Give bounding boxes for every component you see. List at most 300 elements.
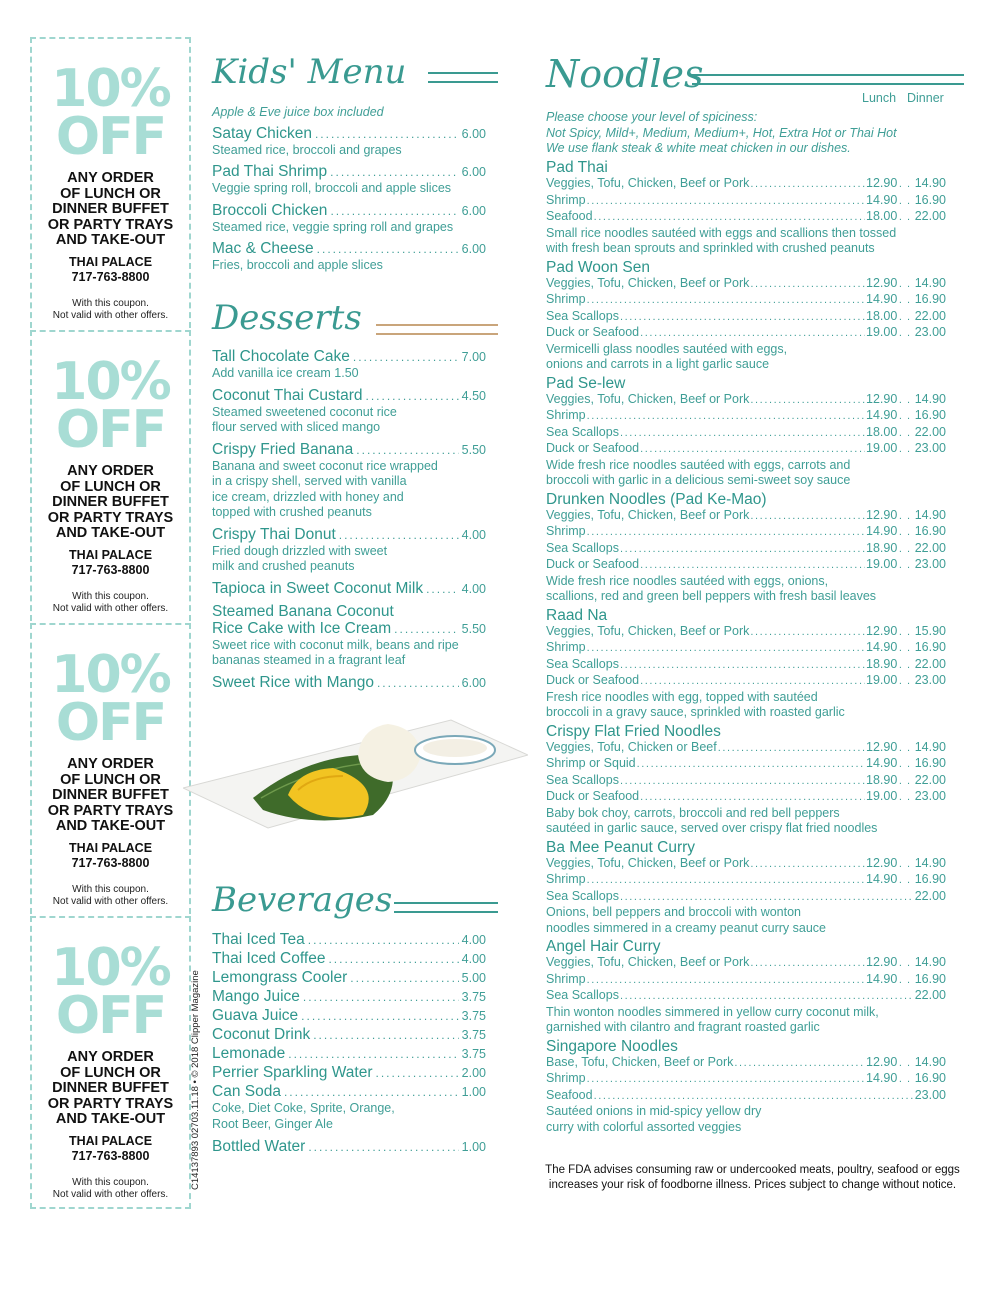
price-separator: . . bbox=[898, 758, 912, 770]
menu-item-name: Guava Juice bbox=[212, 1007, 299, 1024]
dot-leader bbox=[640, 558, 865, 574]
dot-leader bbox=[718, 741, 865, 757]
noodles-title: Noodles bbox=[546, 52, 704, 96]
menu-item-name: Tall Chocolate Cake bbox=[212, 348, 350, 365]
price-separator: . . bbox=[898, 277, 912, 290]
coupon-offer-text bbox=[32, 1050, 189, 1128]
beverages-section bbox=[212, 931, 486, 1157]
protein-option: Veggies, Tofu, Chicken, Beef or Pork bbox=[546, 176, 750, 190]
menu-item-price: 5.00 bbox=[461, 971, 486, 985]
coupon-offer-line: OF LUNCH OR bbox=[60, 478, 161, 495]
price-row bbox=[546, 773, 946, 790]
price-separator: . . bbox=[898, 410, 912, 422]
beverage-item bbox=[212, 1064, 486, 1082]
dot-leader bbox=[620, 310, 865, 326]
price-row bbox=[546, 1055, 946, 1072]
dinner-price: 14.90 bbox=[914, 1054, 946, 1069]
price-separator: . . bbox=[898, 211, 912, 223]
price-row bbox=[546, 209, 946, 226]
dot-leader bbox=[750, 509, 865, 525]
price-row bbox=[546, 1088, 946, 1105]
dot-leader bbox=[587, 873, 865, 889]
dinner-price: 23.00 bbox=[914, 325, 946, 339]
dot-leader bbox=[301, 1007, 458, 1025]
noodle-dish-description: Onions, bell peppers and broccoli with wonton noodles simmered in a creamy peanut curry sauce bbox=[546, 905, 826, 935]
noodle-dish-name: Raad Na bbox=[546, 606, 608, 624]
dot-leader bbox=[288, 1045, 458, 1063]
noodle-dish bbox=[546, 607, 946, 721]
dot-leader bbox=[366, 387, 459, 405]
price-separator: . . bbox=[898, 973, 912, 986]
price-row bbox=[546, 955, 946, 972]
dot-leader bbox=[640, 442, 865, 458]
coupon-offer-line: AND TAKE-OUT bbox=[55, 818, 166, 834]
dinner-price: 14.90 bbox=[914, 275, 946, 290]
coupon-offer-line: ANY ORDER bbox=[67, 463, 154, 479]
dot-leader bbox=[750, 857, 865, 873]
dinner-price: 16.90 bbox=[914, 971, 946, 986]
menu-item-description: Fried dough drizzled with sweet milk and crushed peanuts bbox=[212, 543, 388, 573]
menu-item-name: Crispy Thai Donut bbox=[212, 525, 336, 543]
menu-item-name-price bbox=[212, 580, 486, 598]
beverage-item bbox=[212, 1026, 486, 1044]
dinner-price: 16.90 bbox=[914, 192, 946, 207]
lunch-price: 12.90 bbox=[866, 176, 898, 190]
dot-leader bbox=[308, 931, 459, 949]
menu-item-description: Steamed rice, veggie spring roll and grapes bbox=[212, 219, 454, 234]
lunch-price: 12.90 bbox=[866, 739, 898, 754]
menu-item-name: Coconut Thai Custard bbox=[212, 386, 363, 404]
lunch-price: 14.90 bbox=[866, 1071, 898, 1085]
dinner-price: 22.00 bbox=[914, 424, 946, 439]
dinner-price: 22.00 bbox=[914, 772, 946, 787]
menu-item-name-price bbox=[212, 240, 486, 258]
protein-option: Duck or Seafood bbox=[546, 673, 640, 687]
coupon-fine-print bbox=[32, 591, 189, 615]
menu-item-name: Perrier Sparkling Water bbox=[212, 1064, 373, 1081]
dinner-price: 16.90 bbox=[914, 872, 946, 886]
dot-leader bbox=[750, 177, 865, 193]
noodle-dish-description: Thin wonton noodles simmered in yellow curry coconut milk, garnished with cilantro and fragrant roasted garlic bbox=[546, 1004, 879, 1034]
price-row bbox=[546, 541, 946, 558]
coupon-fine-line: With this coupon. bbox=[72, 883, 149, 895]
dessert-item bbox=[212, 348, 486, 382]
lunch-price: 12.90 bbox=[866, 391, 898, 406]
dot-leader bbox=[620, 890, 913, 906]
kids-menu-item bbox=[212, 163, 486, 197]
lunch-price: 14.90 bbox=[866, 408, 898, 422]
menu-item-name-price bbox=[212, 1083, 486, 1101]
noodle-dish bbox=[546, 723, 946, 837]
price-row bbox=[546, 740, 946, 757]
noodles-section bbox=[546, 159, 946, 1137]
noodle-dish bbox=[546, 491, 946, 605]
price-separator: . . bbox=[898, 957, 912, 969]
dot-leader bbox=[317, 240, 459, 258]
menu-item-name-price bbox=[212, 387, 486, 405]
dot-leader bbox=[394, 620, 458, 638]
dot-leader bbox=[308, 1138, 458, 1156]
menu-item-price: 7.00 bbox=[461, 350, 486, 364]
menu-item-name: Mac & Cheese bbox=[212, 240, 314, 257]
dot-leader bbox=[587, 973, 865, 989]
menu-item-price: 2.00 bbox=[461, 1066, 486, 1080]
dinner-price: 16.90 bbox=[914, 408, 946, 422]
price-separator: . . bbox=[898, 194, 912, 207]
dot-leader bbox=[620, 989, 913, 1005]
dessert-item bbox=[212, 580, 486, 598]
protein-option: Base, Tofu, Chicken, Beef or Pork bbox=[546, 1054, 734, 1069]
coupon-fine-print bbox=[32, 1177, 189, 1201]
menu-item-description: Add vanilla ice cream 1.50 bbox=[212, 366, 359, 380]
menu-item-description: Steamed sweetened coconut rice flour served with sliced mango bbox=[212, 404, 397, 434]
price-separator: . . bbox=[898, 509, 912, 522]
sweet-rice-mango-photo bbox=[183, 710, 528, 830]
kids-menu-rule bbox=[428, 72, 498, 83]
dot-leader bbox=[284, 1083, 459, 1101]
dot-leader bbox=[620, 774, 865, 790]
dot-leader bbox=[594, 1089, 913, 1105]
protein-option: Sea Scallops bbox=[546, 888, 619, 903]
dessert-item bbox=[212, 674, 486, 692]
menu-item-price: 3.75 bbox=[461, 1047, 486, 1061]
dot-leader bbox=[587, 525, 865, 541]
noodle-dish-description: Wide fresh rice noodles sautéed with eggs, onions, scallions, red and green bell peppers with fresh basil leaves bbox=[546, 573, 877, 603]
lunch-price: 12.90 bbox=[866, 855, 898, 870]
beverage-item bbox=[212, 931, 486, 949]
noodle-dish-name: Pad Thai bbox=[546, 159, 608, 176]
dot-leader bbox=[426, 580, 459, 598]
price-row bbox=[546, 856, 946, 873]
menu-item-description: Fries, broccoli and apple slices bbox=[212, 258, 383, 272]
coupon-offer-line: AND TAKE-OUT bbox=[55, 525, 166, 541]
menu-item-name-price bbox=[212, 969, 486, 987]
price-row bbox=[546, 1071, 946, 1088]
lunch-price: 19.00 bbox=[866, 789, 898, 803]
dot-leader bbox=[339, 526, 459, 544]
price-separator: . . bbox=[898, 327, 912, 339]
dot-leader bbox=[587, 1072, 865, 1088]
coupon-offer-line: ANY ORDER bbox=[67, 170, 154, 186]
price-separator: . . bbox=[898, 526, 912, 538]
menu-item-price: 5.50 bbox=[461, 442, 486, 457]
menu-item-description: Coke, Diet Coke, Sprite, Orange, Root Beer, Ginger Ale bbox=[212, 1101, 395, 1131]
noodles-rule bbox=[692, 74, 964, 85]
price-separator: . . bbox=[898, 857, 912, 870]
noodles-intro: Please choose your level of spiciness: Not Spicy, Mild+, Medium, Medium+, Hot, Extra Hot or Thai Hot We use flank steak & white meat chicken in our dishes. bbox=[546, 110, 897, 155]
price-row bbox=[546, 176, 946, 193]
menu-item-name-price bbox=[212, 1007, 486, 1025]
menu-item-name-price bbox=[212, 674, 486, 692]
menu-item-name: Crispy Fried Banana bbox=[212, 440, 354, 458]
coupon-offer-line: OF LUNCH OR bbox=[60, 771, 161, 788]
lunch-price: 19.00 bbox=[866, 557, 898, 571]
menu-item-price: 4.00 bbox=[461, 952, 486, 966]
menu-item-name: Tapioca in Sweet Coconut Milk bbox=[212, 579, 424, 597]
lunch-price: 14.90 bbox=[866, 292, 898, 306]
coupon-fine-line: With this coupon. bbox=[72, 297, 149, 309]
price-separator: . . bbox=[898, 874, 912, 886]
beverage-item bbox=[212, 1138, 486, 1156]
dot-leader bbox=[620, 542, 865, 558]
menu-item-name-price bbox=[212, 163, 486, 181]
lunch-price: 18.90 bbox=[866, 656, 898, 671]
dinner-price: 22.00 bbox=[914, 988, 946, 1002]
dessert-item bbox=[212, 441, 486, 521]
dinner-price: 14.90 bbox=[914, 955, 946, 969]
noodle-dish bbox=[546, 839, 946, 937]
noodle-dish-name: Ba Mee Peanut Curry bbox=[546, 838, 696, 856]
menu-item-price: 6.00 bbox=[461, 203, 486, 218]
protein-option: Shrimp bbox=[546, 408, 586, 422]
coupon-offer-line: AND TAKE-OUT bbox=[55, 1111, 166, 1127]
coupon-percent: 10% bbox=[51, 938, 170, 998]
price-row bbox=[546, 640, 946, 657]
protein-option: Sea Scallops bbox=[546, 772, 619, 787]
protein-option: Seafood bbox=[546, 209, 593, 223]
price-row bbox=[546, 292, 946, 309]
menu-item-price: 6.00 bbox=[461, 126, 486, 141]
coupon-offer-line: OF LUNCH OR bbox=[60, 1064, 161, 1081]
noodle-dish-name: Crispy Flat Fried Noodles bbox=[546, 722, 721, 740]
dot-leader bbox=[637, 757, 865, 773]
coupon-percent: 10% bbox=[51, 352, 170, 412]
lunch-price: 12.90 bbox=[866, 507, 898, 522]
noodle-dish bbox=[546, 938, 946, 1036]
menu-item-price: 4.50 bbox=[461, 388, 486, 403]
dot-leader bbox=[587, 293, 865, 309]
menu-item-name: Lemongrass Cooler bbox=[212, 969, 348, 986]
lunch-price: 18.00 bbox=[866, 424, 898, 439]
dot-leader bbox=[587, 194, 865, 210]
protein-option: Duck or Seafood bbox=[546, 441, 640, 455]
price-separator: . . bbox=[898, 774, 912, 787]
dot-leader bbox=[353, 348, 459, 366]
noodle-dish-name: Pad Woon Sen bbox=[546, 258, 650, 276]
protein-option: Sea Scallops bbox=[546, 540, 619, 555]
menu-item-description: Steamed rice, broccoli and grapes bbox=[212, 142, 402, 157]
dot-leader bbox=[313, 1026, 458, 1044]
coupon-offer-text bbox=[32, 171, 189, 249]
lunch-price: 14.90 bbox=[866, 971, 898, 986]
dinner-price: 16.90 bbox=[914, 756, 946, 770]
price-row bbox=[546, 392, 946, 409]
price-row bbox=[546, 988, 946, 1005]
protein-option: Sea Scallops bbox=[546, 308, 619, 323]
menu-item-price: 3.75 bbox=[461, 990, 486, 1004]
protein-option: Veggies, Tofu, Chicken or Beef bbox=[546, 739, 717, 754]
menu-item-name: Broccoli Chicken bbox=[212, 201, 328, 219]
lunch-price: 12.90 bbox=[866, 623, 898, 638]
noodle-dish bbox=[546, 375, 946, 489]
coupon-fine-print bbox=[32, 884, 189, 908]
price-row bbox=[546, 624, 946, 641]
coupon-offer-line: DINNER BUFFET bbox=[52, 1080, 169, 1096]
price-row bbox=[546, 972, 946, 989]
menu-item-name-price bbox=[212, 1064, 486, 1082]
dinner-price: 22.00 bbox=[914, 540, 946, 555]
protein-option: Duck or Seafood bbox=[546, 325, 640, 339]
dinner-price: 23.00 bbox=[914, 441, 946, 455]
menu-item-name: Lemonade bbox=[212, 1045, 286, 1062]
menu-item-name: Coconut Drink bbox=[212, 1026, 311, 1043]
dinner-price: 16.90 bbox=[914, 640, 946, 654]
noodle-dish-name: Drunken Noodles (Pad Ke-Mao) bbox=[546, 490, 767, 508]
dinner-price: 23.00 bbox=[914, 1087, 946, 1102]
menu-item-price: 6.00 bbox=[461, 165, 486, 179]
price-row bbox=[546, 325, 946, 342]
protein-option: Veggies, Tofu, Chicken, Beef or Pork bbox=[546, 391, 750, 406]
menu-item-name-price bbox=[212, 441, 486, 459]
menu-item-price: 1.00 bbox=[461, 1085, 486, 1099]
coupon-fine-line: Not valid with other offers. bbox=[52, 309, 169, 321]
menu-item-description: Veggie spring roll, broccoli and apple slices bbox=[212, 181, 452, 195]
lunch-price: 14.90 bbox=[866, 524, 898, 538]
beverage-item bbox=[212, 988, 486, 1006]
dessert-item bbox=[212, 387, 486, 436]
noodle-dish-description: Vermicelli glass noodles sautéed with eggs, onions and carrots in a light garlic sauce bbox=[546, 341, 788, 371]
coupon-offer-text bbox=[32, 757, 189, 835]
coupon-off: OFF bbox=[55, 986, 166, 1046]
beverage-item bbox=[212, 1083, 486, 1132]
noodle-dish-description: Fresh rice noodles with egg, topped with sautéed broccoli in a gravy sauce, sprinkled with roasted garlic bbox=[546, 689, 845, 719]
protein-option: Veggies, Tofu, Chicken, Beef or Pork bbox=[546, 275, 750, 290]
price-separator: . . bbox=[898, 542, 912, 555]
lunch-price: 19.00 bbox=[866, 441, 898, 455]
price-separator: . . bbox=[898, 393, 912, 406]
protein-option: Sea Scallops bbox=[546, 656, 619, 671]
menu-item-name-price bbox=[212, 348, 486, 366]
protein-option: Duck or Seafood bbox=[546, 789, 640, 803]
dot-leader bbox=[750, 277, 865, 293]
dinner-price: 23.00 bbox=[914, 557, 946, 571]
dot-leader bbox=[587, 641, 865, 657]
dot-leader bbox=[734, 1056, 865, 1072]
menu-item-name: Mango Juice bbox=[212, 988, 300, 1005]
protein-option: Shrimp bbox=[546, 872, 586, 886]
menu-item-name: Thai Iced Tea bbox=[212, 931, 305, 948]
beverage-item bbox=[212, 1045, 486, 1063]
protein-option: Seafood bbox=[546, 1087, 593, 1102]
menu-item-price: 4.00 bbox=[461, 581, 486, 596]
lunch-price: 18.90 bbox=[866, 540, 898, 555]
coupon-phone: 717-763-8800 bbox=[71, 563, 150, 577]
coupon-offer-line: OR PARTY TRAYS bbox=[47, 1095, 174, 1112]
menu-item-name: Can Soda bbox=[212, 1083, 281, 1100]
protein-option: Veggies, Tofu, Chicken, Beef or Pork bbox=[546, 855, 750, 870]
dot-leader bbox=[587, 409, 865, 425]
coupon-off: OFF bbox=[55, 107, 166, 167]
coupon-off: OFF bbox=[55, 400, 166, 460]
dot-leader bbox=[750, 956, 865, 972]
lunch-price: 18.90 bbox=[866, 772, 898, 787]
dot-leader bbox=[640, 674, 865, 690]
price-separator: . . bbox=[898, 443, 912, 455]
dot-leader bbox=[640, 790, 865, 806]
coupon-card bbox=[30, 37, 191, 328]
protein-option: Sea Scallops bbox=[546, 424, 619, 439]
beverage-item bbox=[212, 950, 486, 968]
dinner-price: 16.90 bbox=[914, 524, 946, 538]
kids-menu-title: Kids' Menu bbox=[212, 52, 407, 92]
dot-leader bbox=[750, 393, 865, 409]
price-separator: . . bbox=[898, 1073, 912, 1085]
dessert-item bbox=[212, 603, 486, 669]
menu-item-name: Pad Thai Shrimp bbox=[212, 163, 328, 180]
price-separator: . . bbox=[898, 791, 912, 803]
noodle-dish-description: Sautéed onions in mid-spicy yellow dry curry with colorful assorted veggies bbox=[546, 1104, 762, 1134]
fda-notice: The FDA advises consuming raw or undercooked meats, poultry, seafood or eggs increases your risk of foodborne illness. Prices subject to change without notice. bbox=[545, 1164, 960, 1191]
coupon-restaurant: THAI PALACE bbox=[68, 1133, 153, 1148]
noodle-dish-description: Baby bok choy, carrots, broccoli and red bell peppers sautéed in garlic sauce, served over crispy flat fried noodles bbox=[546, 805, 878, 835]
dinner-price: 15.90 bbox=[914, 623, 946, 638]
beverages-rule bbox=[394, 902, 498, 913]
price-separator: . . bbox=[898, 675, 912, 687]
price-row bbox=[546, 557, 946, 574]
dinner-price: 14.90 bbox=[914, 176, 946, 190]
coupon-card bbox=[30, 330, 191, 621]
menu-item-name-price bbox=[212, 931, 486, 949]
noodle-dish-name: Pad Se-lew bbox=[546, 374, 626, 392]
coupon-card bbox=[30, 916, 191, 1209]
menu-item-name-price bbox=[212, 1138, 486, 1156]
noodle-dish-description: Wide fresh rice noodles sautéed with eggs, carrots and broccoli with garlic in a delicious semi-sweet soy sauce bbox=[546, 457, 851, 487]
menu-item-price: 3.75 bbox=[461, 1028, 486, 1042]
lunch-price: 19.00 bbox=[866, 325, 898, 339]
coupon-fine-line: With this coupon. bbox=[72, 1176, 149, 1188]
kids-menu-section bbox=[212, 105, 486, 279]
coupon-restaurant: THAI PALACE bbox=[68, 547, 153, 562]
coupon-offer-line: DINNER BUFFET bbox=[52, 787, 169, 803]
coupon-offer-line: DINNER BUFFET bbox=[52, 494, 169, 510]
lunch-price: 14.90 bbox=[866, 872, 898, 886]
protein-option: Sea Scallops bbox=[546, 988, 619, 1002]
dot-leader bbox=[328, 950, 458, 968]
menu-item-name: Bottled Water bbox=[212, 1138, 306, 1155]
protein-option: Shrimp bbox=[546, 1071, 586, 1085]
coupon-fine-line: Not valid with other offers. bbox=[52, 895, 169, 907]
menu-item-name-price bbox=[212, 1026, 486, 1044]
coupon-offer-line: DINNER BUFFET bbox=[52, 201, 169, 217]
price-row bbox=[546, 508, 946, 525]
price-row bbox=[546, 408, 946, 425]
coupon-restaurant: THAI PALACE bbox=[68, 254, 153, 269]
coupon-off: OFF bbox=[55, 693, 166, 753]
dot-leader bbox=[640, 326, 865, 342]
beverages-title: Beverages bbox=[212, 880, 393, 920]
dinner-price: 16.90 bbox=[914, 292, 946, 306]
lunch-price: 18.00 bbox=[866, 308, 898, 323]
dinner-column-header: Dinner bbox=[907, 91, 944, 105]
noodle-dish-name: Singapore Noodles bbox=[546, 1037, 678, 1055]
beverage-item bbox=[212, 969, 486, 987]
menu-item-name-price bbox=[212, 988, 486, 1006]
dot-leader bbox=[330, 202, 458, 220]
price-row bbox=[546, 425, 946, 442]
coupon-offer-text bbox=[32, 464, 189, 542]
lunch-price: 18.00 bbox=[866, 209, 898, 223]
protein-option: Shrimp or Squid bbox=[546, 756, 636, 770]
kids-menu-note: Apple & Eve juice box included bbox=[212, 105, 384, 119]
coupon-card bbox=[30, 623, 191, 914]
menu-item-name: Thai Iced Coffee bbox=[212, 950, 326, 967]
price-separator: . . bbox=[898, 741, 912, 754]
protein-option: Shrimp bbox=[546, 971, 586, 986]
desserts-section bbox=[212, 348, 486, 697]
coupon-strip bbox=[30, 37, 193, 1207]
dinner-price: 23.00 bbox=[914, 789, 946, 803]
dinner-price: 16.90 bbox=[914, 1071, 946, 1085]
